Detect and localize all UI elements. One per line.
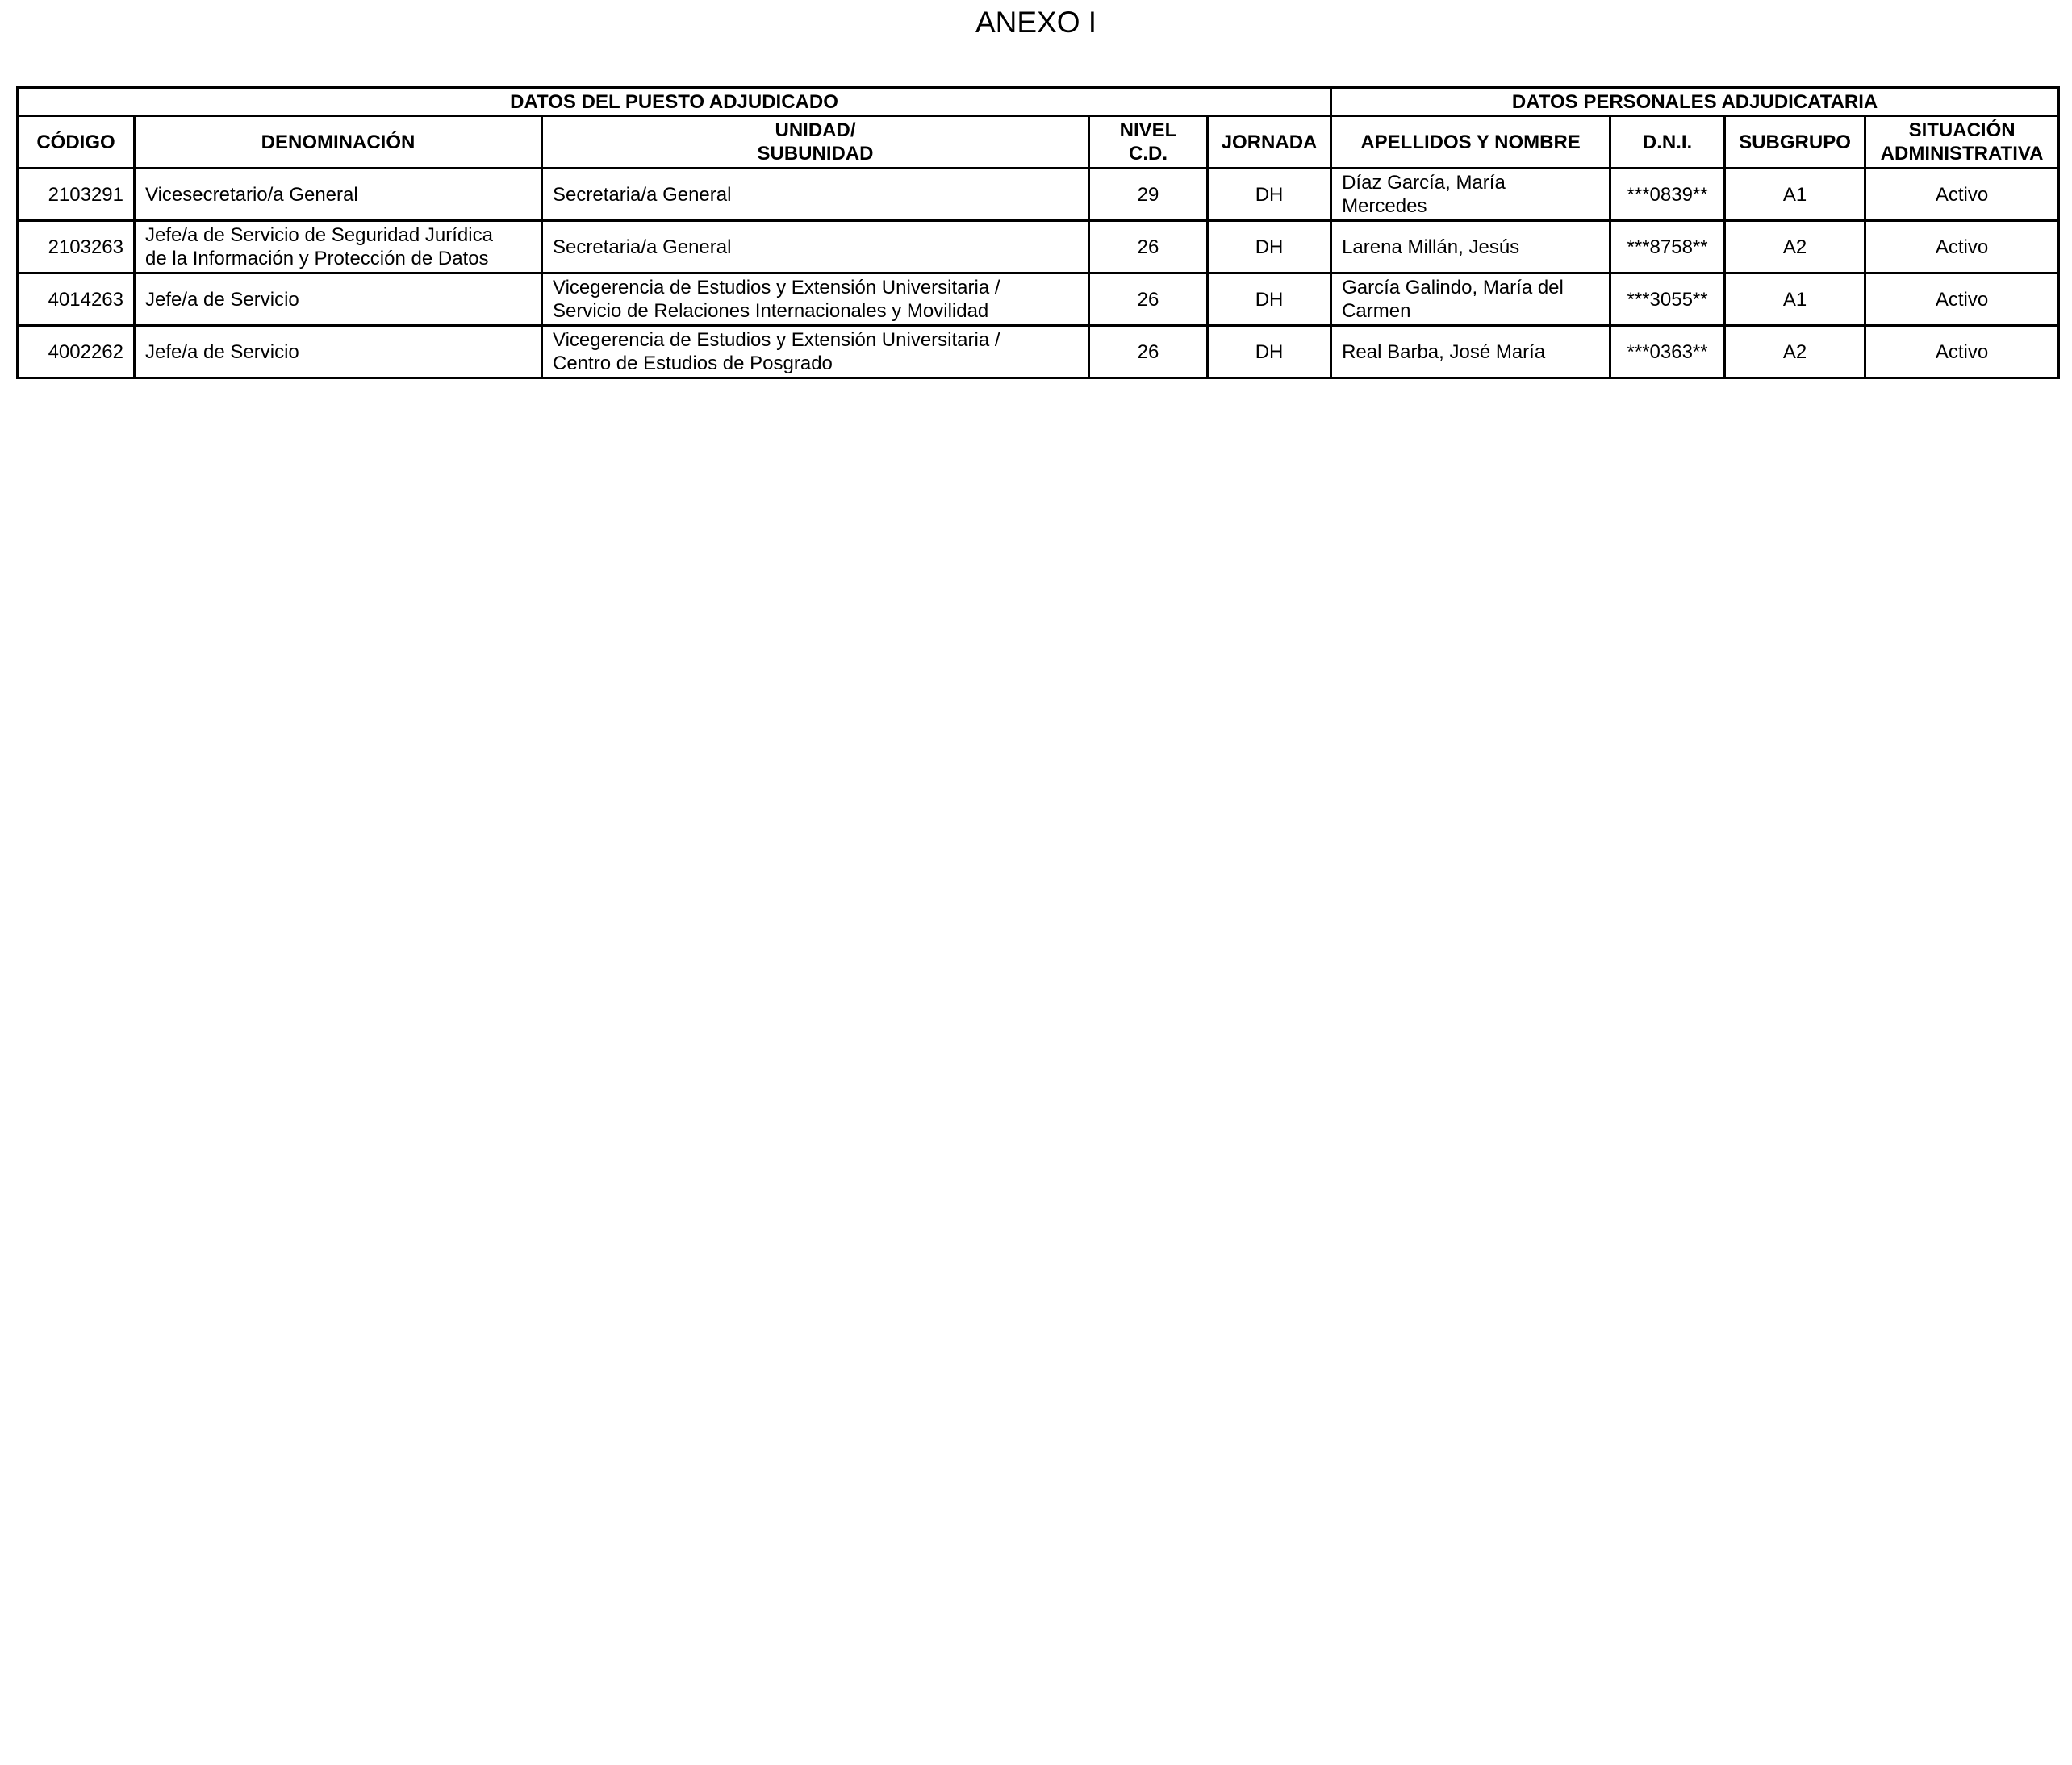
cell-nivel: 26 (1089, 326, 1208, 378)
cell-subgrupo: A1 (1725, 169, 1865, 221)
group-header-position: DATOS DEL PUESTO ADJUDICADO (18, 88, 1331, 116)
cell-nombre-line1: Larena Millán, Jesús (1342, 236, 1520, 258)
table-row (18, 221, 2059, 273)
header-nivel-line1: NIVEL (1119, 119, 1177, 141)
group-header-personal: DATOS PERSONALES ADJUDICATARIA (1331, 88, 2059, 116)
cell-dni: ***3055** (1610, 273, 1725, 326)
group-header-row (18, 88, 2059, 116)
cell-unidad-line1: Vicegerencia de Estudios y Extensión Universitaria / (553, 329, 1000, 351)
cell-nombre (1331, 326, 1610, 378)
header-situacion-line2: ADMINISTRATIVA (1880, 143, 2044, 165)
cell-dni: ***8758** (1610, 221, 1725, 273)
cell-denominacion (135, 221, 542, 273)
cell-unidad (542, 169, 1089, 221)
cell-codigo: 4014263 (18, 273, 135, 326)
header-codigo: CÓDIGO (18, 116, 135, 169)
cell-nombre (1331, 221, 1610, 273)
cell-nombre-line2: Mercedes (1342, 195, 1427, 217)
header-unidad (542, 116, 1089, 169)
cell-subgrupo: A2 (1725, 221, 1865, 273)
cell-jornada: DH (1208, 273, 1331, 326)
cell-unidad-line2: Centro de Estudios de Posgrado (553, 353, 833, 374)
cell-codigo: 2103291 (18, 169, 135, 221)
cell-unidad (542, 326, 1089, 378)
cell-situacion: Activo (1865, 221, 2059, 273)
cell-denominacion-line1: Jefe/a de Servicio (145, 288, 299, 311)
cell-codigo: 2103263 (18, 221, 135, 273)
table-row (18, 326, 2059, 378)
cell-jornada: DH (1208, 221, 1331, 273)
cell-unidad-line1: Secretaria/a General (553, 236, 732, 258)
header-subgrupo: SUBGRUPO (1725, 116, 1865, 169)
cell-situacion: Activo (1865, 273, 2059, 326)
cell-unidad-line1: Vicegerencia de Estudios y Extensión Universitaria / (553, 277, 1000, 298)
cell-situacion: Activo (1865, 326, 2059, 378)
cell-dni: ***0839** (1610, 169, 1725, 221)
cell-denominacion-line1: Jefe/a de Servicio de Seguridad Jurídica (145, 224, 493, 246)
header-apellidos: APELLIDOS Y NOMBRE (1331, 116, 1610, 169)
cell-unidad-line1: Secretaria/a General (553, 183, 732, 206)
cell-jornada: DH (1208, 326, 1331, 378)
cell-situacion: Activo (1865, 169, 2059, 221)
cell-denominacion-line1: Jefe/a de Servicio (145, 340, 299, 363)
column-header-row (18, 116, 2059, 169)
cell-subgrupo: A2 (1725, 326, 1865, 378)
header-dni: D.N.I. (1610, 116, 1725, 169)
document-title: ANEXO I (975, 6, 1097, 39)
cell-denominacion-line2: de la Información y Protección de Datos (145, 248, 489, 269)
cell-unidad-line2: Servicio de Relaciones Internacionales y Movilidad (553, 300, 989, 322)
cell-denominacion (135, 169, 542, 221)
header-nivel-line2: C.D. (1129, 143, 1168, 165)
cell-nombre-line1: Real Barba, José María (1342, 340, 1546, 363)
cell-jornada: DH (1208, 169, 1331, 221)
annex-table (16, 86, 2060, 379)
cell-nombre-line1: Díaz García, María (1342, 172, 1506, 194)
cell-nombre-line1: García Galindo, María del (1342, 277, 1564, 298)
cell-subgrupo: A1 (1725, 273, 1865, 326)
table-row (18, 169, 2059, 221)
cell-nombre-line2: Carmen (1342, 300, 1411, 322)
header-situacion (1865, 116, 2059, 169)
cell-unidad (542, 221, 1089, 273)
cell-dni: ***0363** (1610, 326, 1725, 378)
cell-denominacion (135, 326, 542, 378)
cell-unidad (542, 273, 1089, 326)
header-denominacion: DENOMINACIÓN (135, 116, 542, 169)
cell-nivel: 26 (1089, 273, 1208, 326)
cell-nombre (1331, 169, 1610, 221)
header-situacion-line1: SITUACIÓN (1908, 119, 2016, 141)
cell-nivel: 29 (1089, 169, 1208, 221)
cell-nombre (1331, 273, 1610, 326)
cell-codigo: 4002262 (18, 326, 135, 378)
cell-denominacion-line1: Vicesecretario/a General (145, 183, 358, 206)
table-row (18, 273, 2059, 326)
cell-denominacion (135, 273, 542, 326)
header-jornada: JORNADA (1208, 116, 1331, 169)
header-unidad-line2: SUBUNIDAD (757, 143, 874, 165)
cell-nivel: 26 (1089, 221, 1208, 273)
header-nivel (1089, 116, 1208, 169)
header-unidad-line1: UNIDAD/ (775, 119, 856, 141)
